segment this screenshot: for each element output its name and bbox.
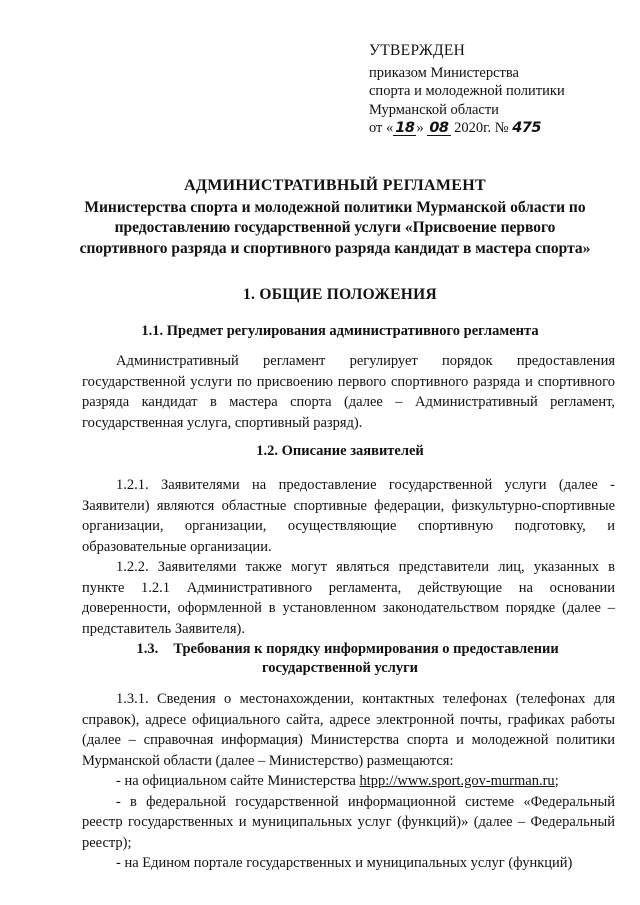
date-year: 2020г. № [454,120,509,136]
handwritten-month-field [427,121,450,136]
date-separator: » [416,120,424,136]
paragraph-1-3-site [82,771,615,792]
approval-date-line [369,119,631,138]
document-subtitle-line-1: Министерства спорта и молодежной политики Мурманской области по [84,198,586,216]
paragraph-1-3-1: 1.3.1. Сведения о местонахождении, контактных телефонах (телефонах для справок), адресе официального сайта, адресе электронной почты, графиках работы (далее – справочная информация) Министерства спорта и молодежной политики Мурманской области (далее – Министерство) размещаются: [82,691,615,769]
ministry-site-link[interactable]: htpp://www.sport.gov-murman.ru [359,773,555,789]
subsection-1-2-body [82,475,615,639]
subsection-1-3-number: 1.3. [136,641,159,657]
section-1-heading: 1. ОБЩИЕ ПОЛОЖЕНИЯ [242,286,438,303]
approval-stamp [369,42,631,138]
subsection-1-3-title-line-1: Требования к порядку информирования о предоставлении [173,641,559,657]
handwritten-day-field [393,121,416,136]
subsection-1-1-body [82,351,615,433]
paragraph-1-3-registry: - в федеральной государственной информационной системе «Федеральный реестр государственных и муниципальных услуг (функций)» (далее – Федеральный реестр); [82,793,615,851]
subsection-1-3-heading [70,640,610,678]
approval-line-3: Мурманской области [369,101,499,118]
document-subtitle-line-2: предоставлению государственной услуги «Присвоение первого [114,219,556,236]
site-prefix: - на официальном сайте Министерства [116,773,360,789]
paragraph-1-3-portal: - на Едином портале государственных и муниципальных услуг (функций) [116,855,573,871]
subsection-1-2-heading: 1.2. Описание заявителей [256,443,424,459]
document-title-block [70,176,600,259]
document-subtitle-line-3: спортивного разряда и спортивного разряда кандидат в мастера спорта» [79,239,591,257]
paragraph-1-2-1: 1.2.1. Заявителями на предоставление государственной услуги (далее - Заявители) являются областные спортивные федерации, физкультурно-спортивные организации, организации, осуществляющие спортивную подготовку, и образовательные организации. [82,477,615,555]
approval-line-2: спорта и молодежной политики [369,83,565,99]
site-suffix: ; [554,773,559,789]
subsection-1-1-heading: 1.1. Предмет регулирования административного регламента [141,323,539,339]
handwritten-order-number: 475 [512,120,541,136]
subsection-1-3-title-line-2: государственной услуги [261,660,419,676]
handwritten-day: 18 [395,120,415,136]
handwritten-month: 08 [429,120,449,136]
subsection-1-3-heading-row [70,640,610,659]
approval-heading: УТВЕРЖДЕН [369,42,466,59]
paragraph-1-2-2: 1.2.2. Заявителями также могут являться представители лиц, указанных в пункте 1.2.1 Административного регламента, действующие на основании доверенности, оформленной в установленном законодательством порядке (далее – представитель Заявителя). [82,559,615,637]
subsection-1-3-body [82,689,615,874]
paragraph-1-1: Административный регламент регулирует порядок предоставления государственной услуги по присвоению первого спортивного разряда и спортивного разряда кандидат в мастера спорта (далее – Административный регламент, государственная услуга, спортивный разряд). [82,353,615,431]
document-title: АДМИНИСТРАТИВНЫЙ РЕГЛАМЕНТ [184,177,486,194]
approval-line-1: приказом Министерства [369,64,519,81]
date-prefix: от « [369,120,394,136]
